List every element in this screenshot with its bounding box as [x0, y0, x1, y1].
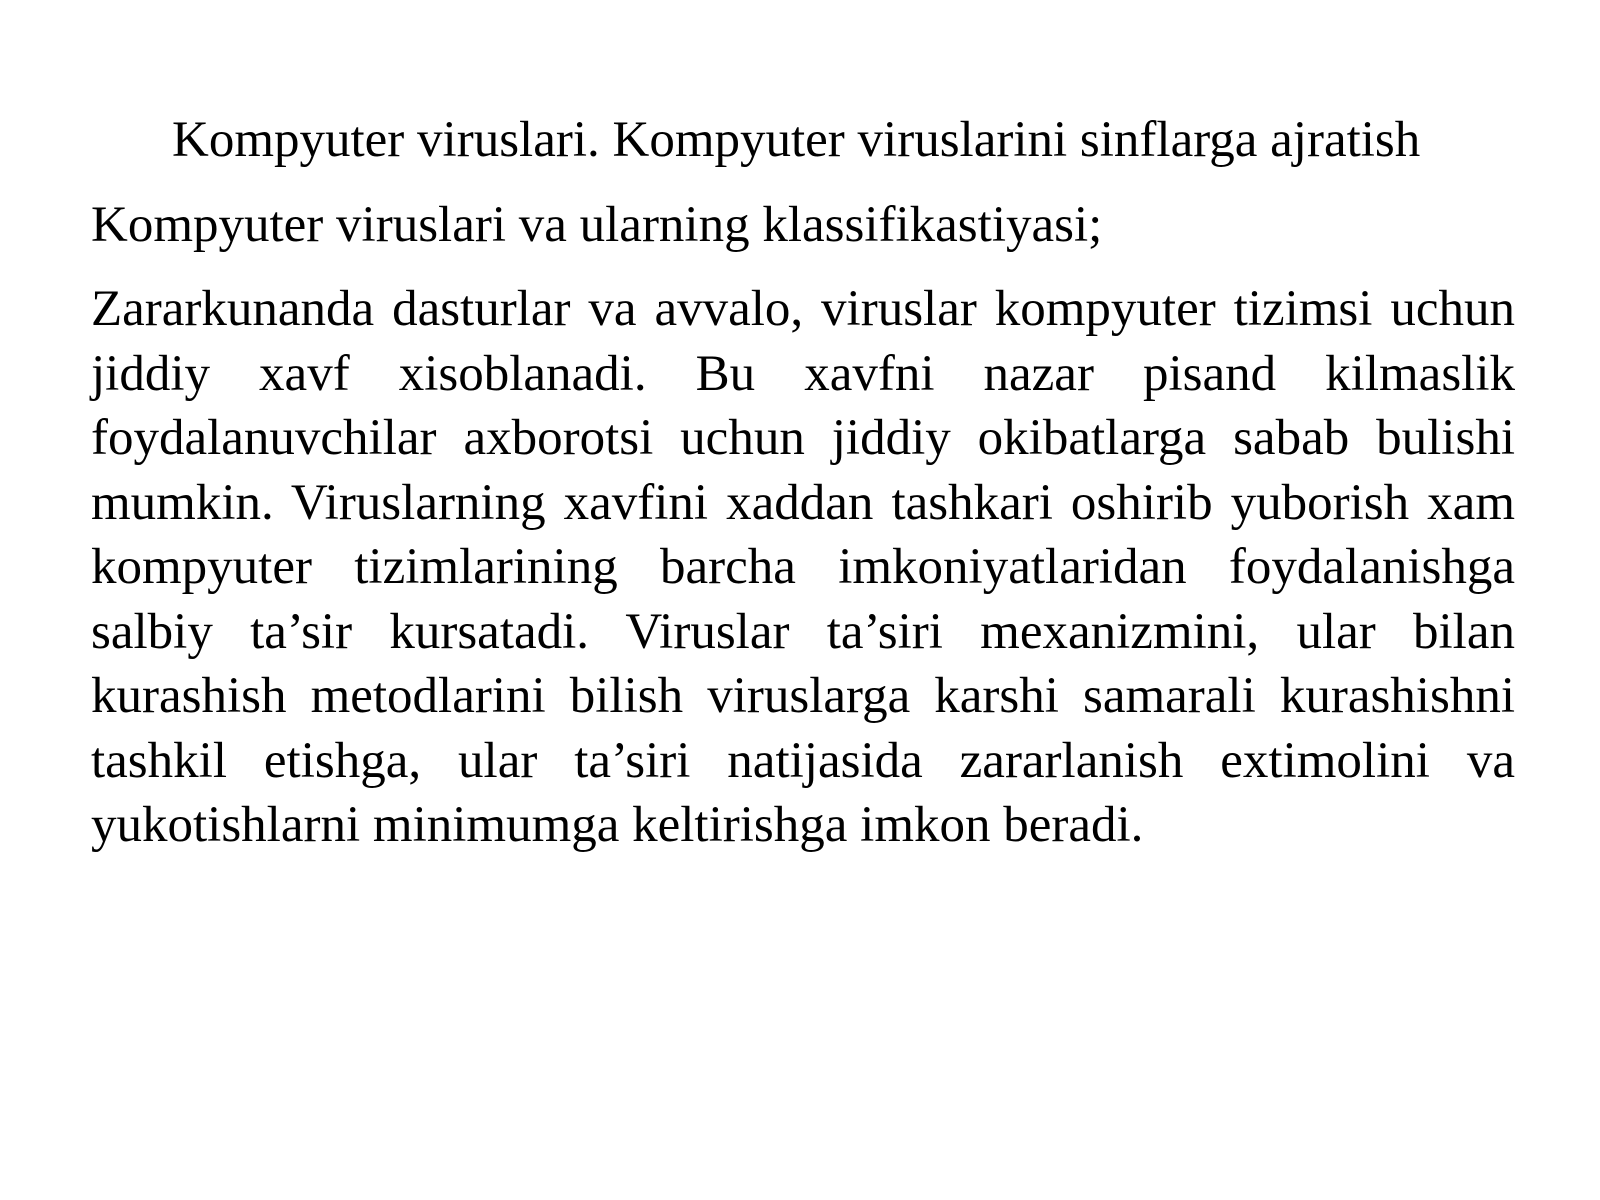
section-heading: Kompyuter viruslari va ularning klassifikastiyasi; — [91, 196, 1103, 253]
body-paragraph: Zararkunanda dasturlar va avvalo, viruslar kompyuter tizimsi uchun jiddiy xavf xisoblanadi. Bu xavfni nazar pisand kilmaslik foydalanuvchilar axborotsi uchun jiddiy okibatlarga sabab bulishi mumkin. Viruslarning xavfini xaddan tashkari oshirib yuborish xam kompyuter tizimlarining barcha imkoniyatlaridan foydalanishga salbiy ta’sir kursatadi. Viruslar ta’siri mexanizmini, ular bilan kurashish metodlarini bilish viruslarga karshi samarali kurashishni tashkil etishga, ular ta’siri natijasida zararlanish extimolini va yukotishlarni minimumga keltirishga imkon beradi. — [91, 281, 1515, 853]
document-content — [91, 108, 1515, 858]
page-title: Kompyuter viruslari. Kompyuter viruslarini sinflarga ajratish — [172, 112, 1421, 168]
